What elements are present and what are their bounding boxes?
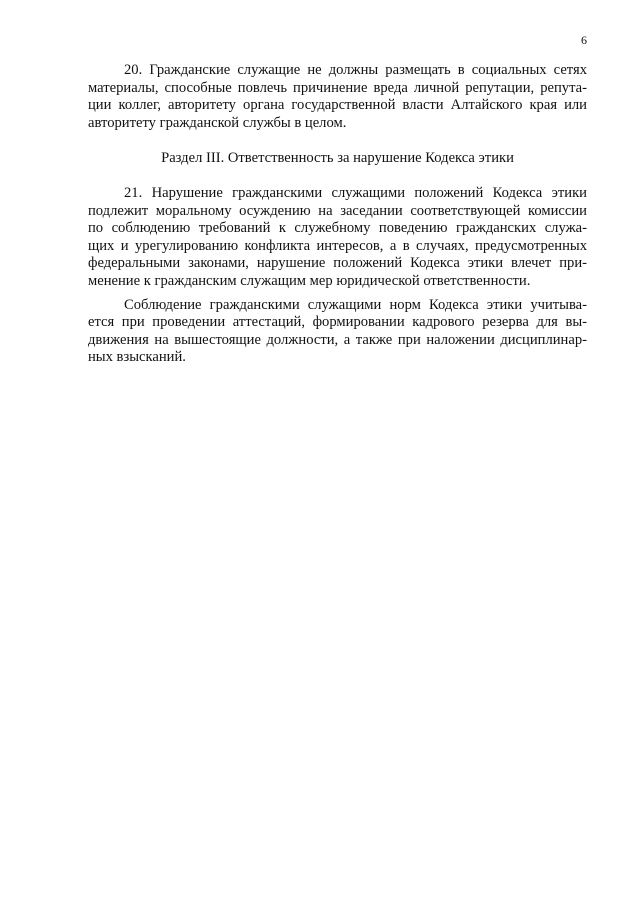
- text-line: движения на вышестоящие должности, а также при наложении дисциплинар-: [88, 331, 587, 348]
- text-line: по соблюдению требований к служебному поведению гражданских служа-: [88, 220, 587, 237]
- text-line: щих и урегулированию конфликта интересов, а в случаях, предусмотренных: [88, 237, 587, 254]
- text-line: Соблюдение гражданскими служащими норм Кодекса этики учитыва-: [124, 296, 587, 313]
- text-line: менение к гражданским служащим мер юридической ответственности.: [88, 272, 531, 289]
- document-body: [88, 62, 587, 367]
- text-line: материалы, способные повлечь причинение вреда личной репутации, репута-: [88, 79, 587, 96]
- paragraph-22: [88, 297, 587, 367]
- text-line: федеральными законами, нарушение положений Кодекса этики влечет при-: [88, 255, 587, 272]
- text-line: подлежит моральному осуждению на заседании соответствующей комиссии: [88, 202, 587, 219]
- text-line: авторитету гражданской службы в целом.: [88, 114, 347, 131]
- section-heading: Раздел III. Ответственность за нарушение Кодекса этики: [161, 150, 514, 167]
- text-line: ных взысканий.: [88, 349, 186, 366]
- text-line: ции коллег, авторитету органа государственной власти Алтайского края или: [88, 97, 587, 114]
- paragraph-21: [88, 185, 587, 291]
- paragraph-20: [88, 62, 587, 132]
- text-line: ется при проведении аттестаций, формировании кадрового резерва для вы-: [88, 314, 587, 331]
- text-line: 21. Нарушение гражданскими служащими положений Кодекса этики: [124, 184, 587, 201]
- page-number: 6: [581, 33, 587, 47]
- text-line: 20. Гражданские служащие не должны размещать в социальных сетях: [124, 62, 587, 78]
